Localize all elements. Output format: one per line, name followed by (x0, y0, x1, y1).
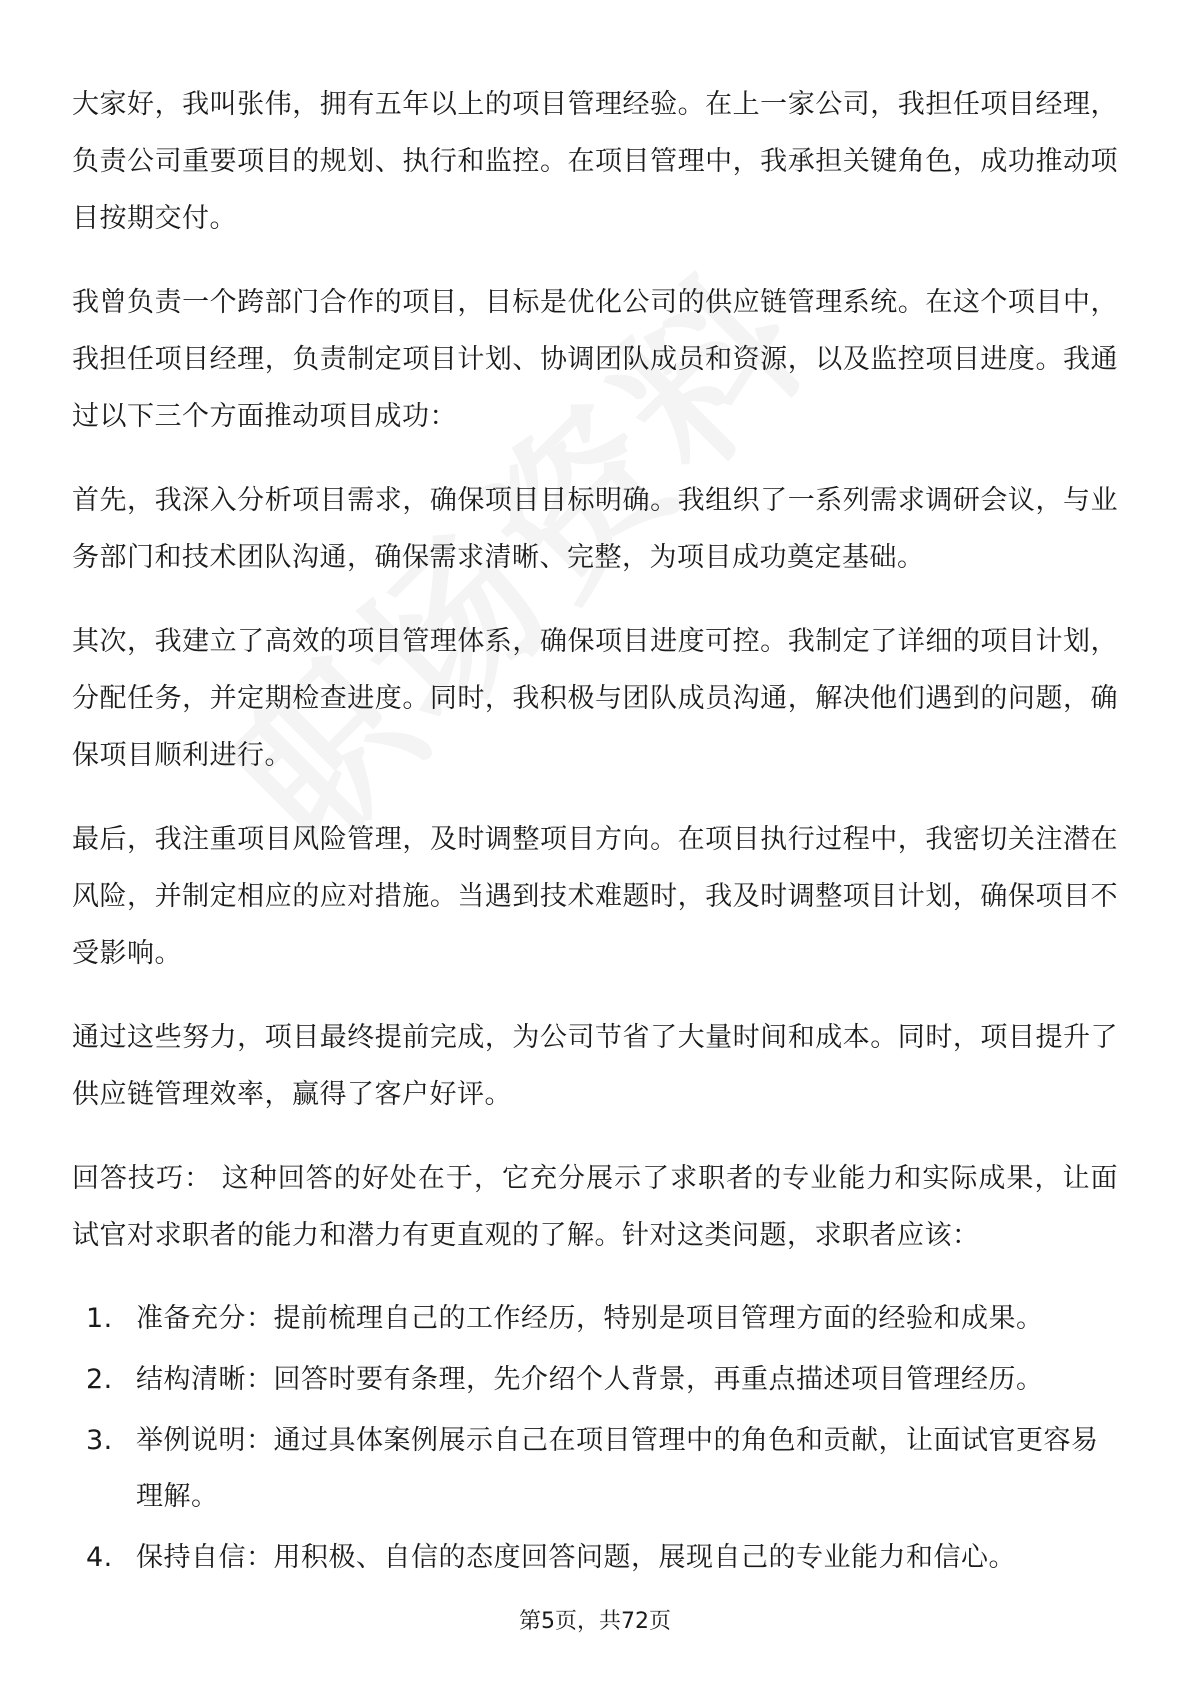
list-item (72, 1413, 1118, 1525)
first-point-paragraph: 首先，我深入分析项目需求，确保项目目标明确。我组织了一系列需求调研会议，与业务部门和技术团队沟通，确保需求清晰、完整，为项目成功奠定基础。 (72, 485, 1118, 573)
list-text: 准备充分：提前梳理自己的工作经历，特别是项目管理方面的经验和成果。 (136, 1303, 1044, 1334)
list-number: 3. (86, 1425, 113, 1456)
document-body (72, 76, 1118, 1591)
list-item (72, 1291, 1118, 1347)
list-number: 1. (86, 1303, 113, 1334)
intro-paragraph: 大家好，我叫张伟，拥有五年以上的项目管理经验。在上一家公司，我担任项目经理，负责公司重要项目的规划、执行和监控。在项目管理中，我承担关键角色，成功推动项目按期交付。 (72, 89, 1118, 234)
project-paragraph: 我曾负责一个跨部门合作的项目，目标是优化公司的供应链管理系统。在这个项目中，我担任项目经理，负责制定项目计划、协调团队成员和资源，以及监控项目进度。我通过以下三个方面推动项目成功： (72, 287, 1118, 432)
page-footer (0, 1604, 1190, 1635)
list-text: 保持自信：用积极、自信的态度回答问题，展现自己的专业能力和信心。 (136, 1542, 1016, 1573)
third-point-paragraph: 最后，我注重项目风险管理，及时调整项目方向。在项目执行过程中，我密切关注潜在风险，并制定相应的应对措施。当遇到技术难题时，我及时调整项目计划，确保项目不受影响。 (72, 824, 1118, 969)
second-point-paragraph: 其次，我建立了高效的项目管理体系，确保项目进度可控。我制定了详细的项目计划，分配任务，并定期检查进度。同时，我积极与团队成员沟通，解决他们遇到的问题，确保项目顺利进行。 (72, 626, 1118, 771)
list-item (72, 1352, 1118, 1408)
list-number: 2. (86, 1364, 113, 1395)
page-number: 第5页，共72页 (519, 1609, 671, 1634)
list-text: 结构清晰：回答时要有条理，先介绍个人背景，再重点描述项目管理经历。 (136, 1364, 1044, 1395)
list-number: 4. (86, 1542, 113, 1573)
list-text: 举例说明：通过具体案例展示自己在项目管理中的角色和贡献，让面试官更容易理解。 (136, 1425, 1099, 1512)
list-item (72, 1530, 1118, 1586)
tips-intro-paragraph: 回答技巧： 这种回答的好处在于，它充分展示了求职者的专业能力和实际成果，让面试官对求职者的能力和潜力有更直观的了解。针对这类问题，求职者应该： (72, 1163, 1118, 1251)
result-paragraph: 通过这些努力，项目最终提前完成，为公司节省了大量时间和成本。同时，项目提升了供应链管理效率，赢得了客户好评。 (72, 1022, 1118, 1110)
tips-list (72, 1291, 1118, 1586)
